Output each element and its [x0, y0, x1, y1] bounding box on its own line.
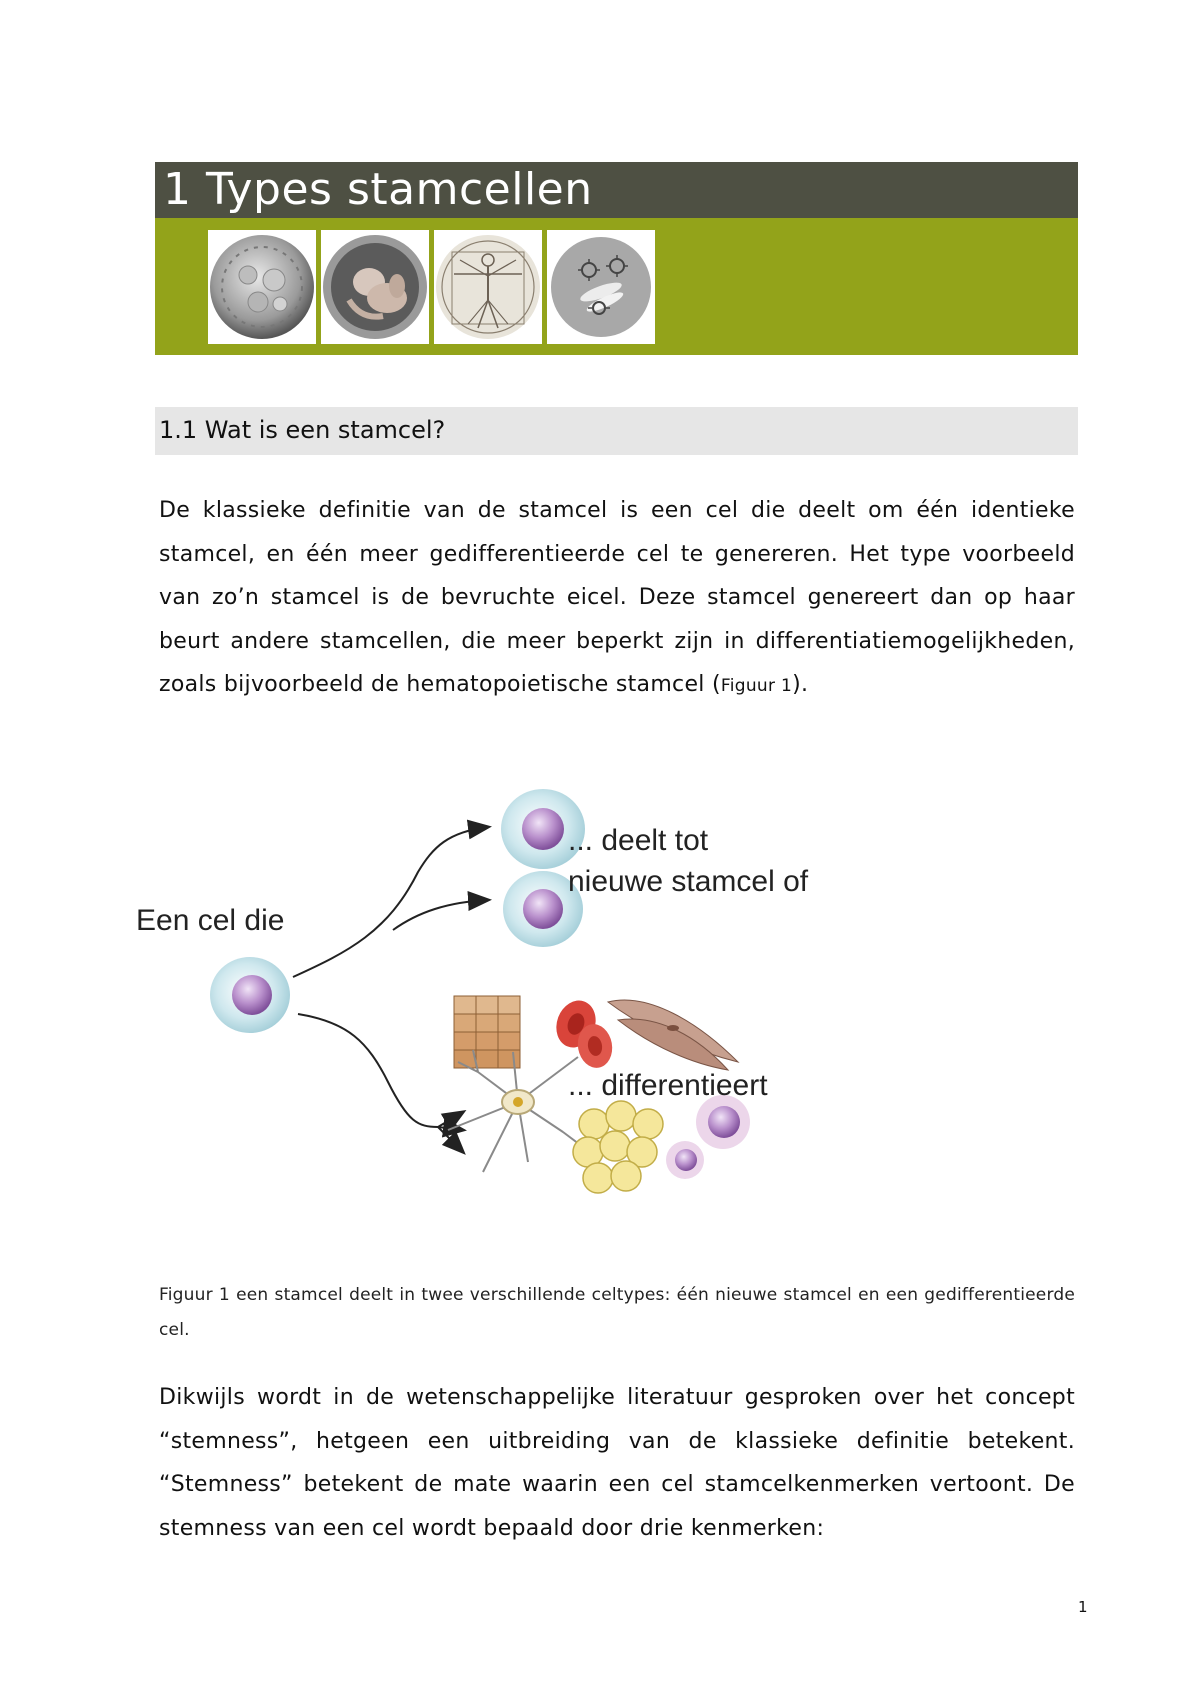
- page-number: 1: [1078, 1598, 1088, 1616]
- figure-diagram: [118, 752, 924, 1272]
- epithelial-cells: [454, 996, 520, 1068]
- body-paragraph-1: [159, 489, 1075, 709]
- paragraph-2-text: Dikwijls wordt in de wetenschappelijke literatuur gesproken over het concept “stemness”, hetgeen een uitbreiding van de klassieke definitie betekent. “Stemness” betekent de mate waarin een cel stamcelkenmerken vertoont. De stemness van een cel wordt bepaald door drie kenmerken:: [159, 1385, 1075, 1541]
- label-top-line1: ... deelt tot: [568, 824, 709, 857]
- section-title: 1.1 Wat is een stamcel?: [159, 416, 446, 444]
- fetus-icon: [321, 230, 429, 344]
- vitruvian-man-icon: [434, 230, 542, 344]
- white-blood-cells: [666, 1095, 750, 1179]
- blastocyst-icon: [208, 230, 316, 344]
- label-left: Een cel die: [136, 904, 285, 937]
- paragraph-1-open: (: [712, 672, 721, 697]
- chapter-banner: [155, 218, 1078, 355]
- chapter-title-bar: [155, 162, 1078, 218]
- figure-stem-cell-division: [118, 752, 924, 1272]
- figure-caption: Figuur 1 een stamcel deelt in twee verschillende celtypes: één nieuwe stamcel en een gedifferentieerde cel.: [159, 1285, 1075, 1340]
- stem-cell: [210, 957, 290, 1033]
- paragraph-1-text: De klassieke definitie van de stamcel is een cel die deelt om één identieke stamcel, en één meer gedifferentieerde cel te genereren. Het type voorbeeld van zo’n stamcel is de bevruchte eicel. Deze stamcel genereert dan op haar beurt andere stamcellen, die meer beperkt zijn in differentiatiemogelijkheden, zoals bijvoorbeeld de hematopoietische stamcel: [159, 498, 1075, 697]
- chapter-title: 1 Types stamcellen: [163, 164, 593, 215]
- section-heading-bar: [155, 407, 1078, 455]
- paragraph-1-close: ).: [792, 672, 809, 697]
- body-paragraph-2: [159, 1376, 1075, 1550]
- figure-reference: Figuur 1: [720, 676, 793, 696]
- label-top-line2: nieuwe stamcel of: [568, 865, 809, 898]
- red-blood-cells: [550, 995, 616, 1071]
- cells-icon: [547, 230, 655, 344]
- fat-cells: [573, 1101, 663, 1193]
- muscle-cells: [608, 1000, 738, 1070]
- label-bottom: ... differentieert: [568, 1069, 768, 1102]
